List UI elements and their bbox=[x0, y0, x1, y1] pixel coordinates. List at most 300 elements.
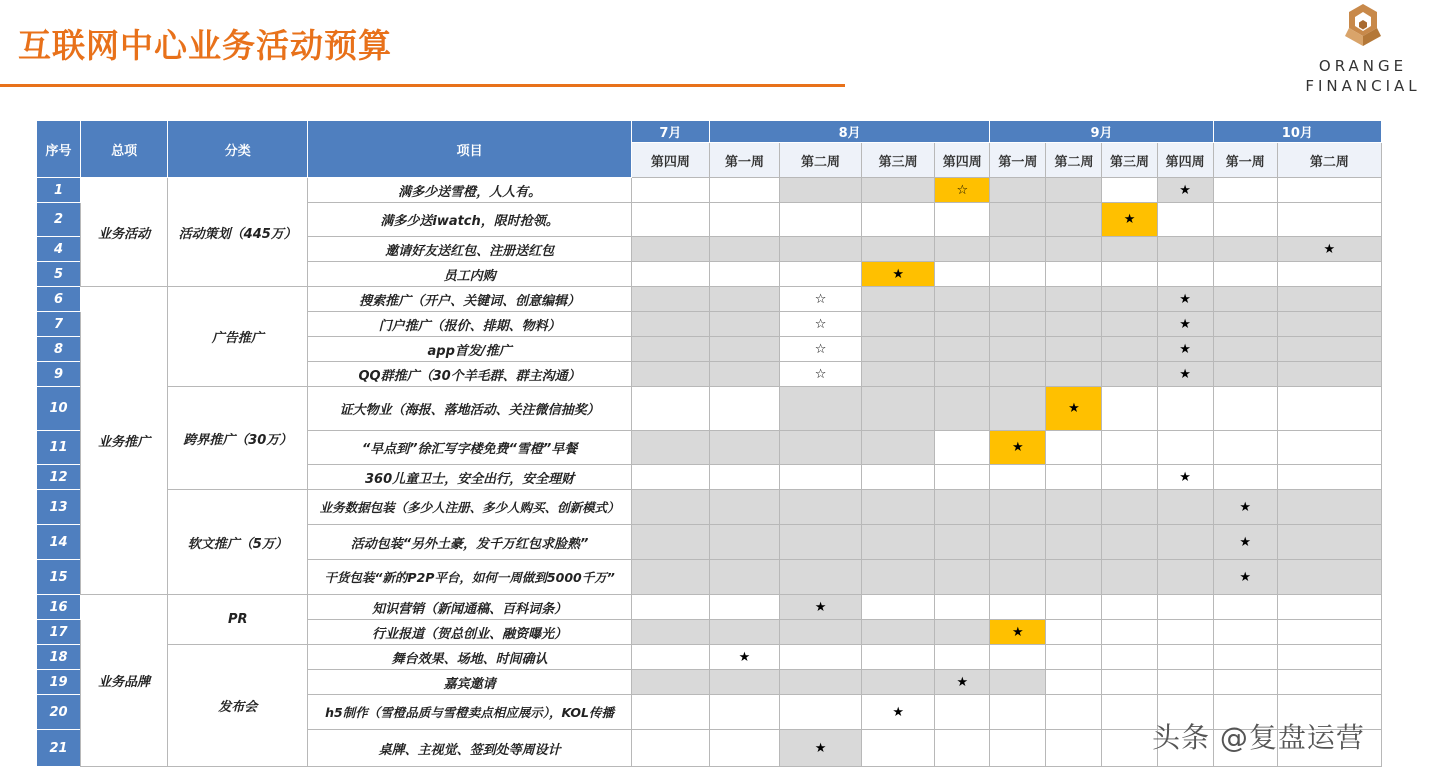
schedule-cell bbox=[709, 237, 779, 262]
item-cell: 员工内购 bbox=[308, 262, 631, 287]
schedule-cell bbox=[935, 362, 990, 387]
schedule-cell bbox=[631, 695, 709, 730]
schedule-cell bbox=[1213, 490, 1277, 525]
row-number: 8 bbox=[37, 337, 81, 362]
schedule-cell bbox=[862, 387, 935, 431]
schedule-cell bbox=[1213, 178, 1277, 203]
schedule-cell bbox=[862, 337, 935, 362]
schedule-cell bbox=[862, 237, 935, 262]
schedule-cell bbox=[862, 645, 935, 670]
schedule-cell bbox=[1277, 362, 1381, 387]
schedule-cell bbox=[1157, 465, 1213, 490]
schedule-cell bbox=[990, 490, 1046, 525]
schedule-cell bbox=[709, 287, 779, 312]
group-cell: 业务推广 bbox=[81, 287, 168, 595]
star-icon: ★ bbox=[1239, 499, 1252, 515]
week-header: 第四周 bbox=[631, 143, 709, 178]
schedule-cell bbox=[990, 620, 1046, 645]
schedule-cell bbox=[990, 312, 1046, 337]
group-cell: 业务品牌 bbox=[81, 595, 168, 767]
schedule-cell bbox=[1157, 595, 1213, 620]
row-number: 10 bbox=[37, 387, 81, 431]
schedule-cell bbox=[709, 730, 779, 767]
schedule-cell bbox=[631, 525, 709, 560]
schedule-cell bbox=[1046, 525, 1102, 560]
schedule-cell bbox=[780, 670, 862, 695]
schedule-cell bbox=[935, 387, 990, 431]
item-cell: 桌牌、主视觉、签到处等周设计 bbox=[308, 730, 631, 767]
schedule-cell bbox=[1157, 560, 1213, 595]
schedule-cell bbox=[709, 560, 779, 595]
schedule-cell bbox=[1157, 490, 1213, 525]
schedule-cell bbox=[1046, 237, 1102, 262]
schedule-cell bbox=[780, 262, 862, 287]
schedule-cell bbox=[1277, 620, 1381, 645]
row-number: 15 bbox=[37, 560, 81, 595]
schedule-cell bbox=[709, 490, 779, 525]
schedule-cell bbox=[1157, 362, 1213, 387]
orange-logo-icon bbox=[1341, 2, 1385, 50]
schedule-cell bbox=[709, 337, 779, 362]
schedule-cell bbox=[631, 362, 709, 387]
schedule-cell bbox=[990, 525, 1046, 560]
schedule-cell bbox=[631, 431, 709, 465]
schedule-cell bbox=[1213, 560, 1277, 595]
schedule-cell bbox=[990, 465, 1046, 490]
schedule-cell bbox=[1277, 431, 1381, 465]
schedule-cell bbox=[1102, 465, 1157, 490]
schedule-cell bbox=[631, 287, 709, 312]
star-icon: ★ bbox=[1239, 569, 1252, 585]
logo-text-line2: FINANCIAL bbox=[1305, 77, 1421, 95]
schedule-cell bbox=[1277, 203, 1381, 237]
schedule-cell bbox=[1046, 595, 1102, 620]
schedule-cell bbox=[1277, 237, 1381, 262]
schedule-cell bbox=[1157, 237, 1213, 262]
schedule-cell bbox=[631, 490, 709, 525]
schedule-cell bbox=[1213, 362, 1277, 387]
star-icon: ★ bbox=[1012, 624, 1024, 640]
schedule-cell bbox=[709, 670, 779, 695]
schedule-cell bbox=[780, 560, 862, 595]
row-number: 17 bbox=[37, 620, 81, 645]
schedule-cell bbox=[1046, 362, 1102, 387]
week-header: 第一周 bbox=[990, 143, 1046, 178]
hollow-star-icon: ☆ bbox=[814, 341, 827, 357]
schedule-cell bbox=[990, 560, 1046, 595]
schedule-cell bbox=[1277, 645, 1381, 670]
schedule-cell bbox=[1277, 490, 1381, 525]
item-cell: h5制作（雪橙品质与雪橙卖点相应展示），KOL传播 bbox=[308, 695, 631, 730]
schedule-cell bbox=[1157, 262, 1213, 287]
schedule-cell bbox=[631, 237, 709, 262]
week-header: 第四周 bbox=[1157, 143, 1213, 178]
schedule-cell bbox=[1102, 730, 1157, 767]
schedule-cell bbox=[1157, 525, 1213, 560]
schedule-cell bbox=[1213, 465, 1277, 490]
item-cell: 舞台效果、场地、时间确认 bbox=[308, 645, 631, 670]
star-icon: ★ bbox=[1179, 182, 1191, 198]
schedule-cell bbox=[1102, 287, 1157, 312]
schedule-cell bbox=[631, 670, 709, 695]
schedule-cell bbox=[780, 337, 862, 362]
item-cell: 行业报道（贺总创业、融资曝光） bbox=[308, 620, 631, 645]
star-icon: ★ bbox=[814, 740, 827, 756]
schedule-cell bbox=[990, 362, 1046, 387]
item-cell: 嘉宾邀请 bbox=[308, 670, 631, 695]
schedule-cell bbox=[1213, 525, 1277, 560]
schedule-cell bbox=[1213, 431, 1277, 465]
schedule-cell bbox=[1046, 730, 1102, 767]
schedule-cell bbox=[709, 431, 779, 465]
schedule-cell bbox=[1277, 595, 1381, 620]
hollow-star-icon: ☆ bbox=[956, 182, 969, 198]
schedule-cell bbox=[1046, 387, 1102, 431]
logo bbox=[1298, 2, 1428, 98]
schedule-cell bbox=[1157, 645, 1213, 670]
schedule-cell bbox=[1046, 431, 1102, 465]
schedule-cell bbox=[935, 695, 990, 730]
category-cell: 软文推广（5万） bbox=[168, 490, 308, 595]
schedule-cell bbox=[935, 525, 990, 560]
row-number: 11 bbox=[37, 431, 81, 465]
schedule-cell bbox=[1102, 178, 1157, 203]
schedule-cell bbox=[1046, 262, 1102, 287]
schedule-cell bbox=[1102, 595, 1157, 620]
header-item: 项目 bbox=[308, 121, 631, 178]
schedule-cell bbox=[990, 262, 1046, 287]
schedule-cell bbox=[631, 730, 709, 767]
week-header: 第一周 bbox=[1213, 143, 1277, 178]
item-cell: 证大物业（海报、落地活动、关注微信抽奖） bbox=[308, 387, 631, 431]
row-number: 14 bbox=[37, 525, 81, 560]
item-cell: 满多少送iwatch，限时抢领。 bbox=[308, 203, 631, 237]
row-number: 18 bbox=[37, 645, 81, 670]
header-no: 序号 bbox=[37, 121, 81, 178]
item-cell: 门户推广（报价、排期、物料） bbox=[308, 312, 631, 337]
schedule-cell bbox=[1157, 178, 1213, 203]
schedule-cell bbox=[990, 695, 1046, 730]
schedule-cell bbox=[1102, 203, 1157, 237]
star-icon: ★ bbox=[892, 704, 904, 720]
page-title: 互联网中心业务活动预算 bbox=[18, 26, 392, 65]
schedule-cell bbox=[780, 525, 862, 560]
schedule-cell bbox=[631, 595, 709, 620]
schedule-cell bbox=[1102, 490, 1157, 525]
schedule-cell bbox=[1102, 525, 1157, 560]
row-number: 5 bbox=[37, 262, 81, 287]
star-icon: ★ bbox=[892, 266, 904, 282]
schedule-cell bbox=[1102, 312, 1157, 337]
schedule-cell bbox=[1102, 645, 1157, 670]
star-icon: ★ bbox=[1239, 534, 1252, 550]
week-header: 第二周 bbox=[780, 143, 862, 178]
category-cell: PR bbox=[168, 595, 308, 645]
schedule-cell bbox=[1213, 670, 1277, 695]
schedule-cell bbox=[935, 645, 990, 670]
schedule-cell bbox=[1213, 337, 1277, 362]
schedule-cell bbox=[1213, 312, 1277, 337]
category-cell: 跨界推广（30万） bbox=[168, 387, 308, 490]
schedule-cell bbox=[1102, 337, 1157, 362]
schedule-cell bbox=[1157, 203, 1213, 237]
star-icon: ★ bbox=[1179, 341, 1191, 357]
schedule-cell bbox=[780, 645, 862, 670]
schedule-cell bbox=[1157, 312, 1213, 337]
schedule-cell bbox=[709, 262, 779, 287]
month-header: 8月 bbox=[709, 121, 989, 143]
schedule-cell bbox=[1102, 670, 1157, 695]
category-cell: 发布会 bbox=[168, 645, 308, 767]
header-category: 分类 bbox=[168, 121, 308, 178]
title-divider bbox=[0, 84, 845, 87]
schedule-cell bbox=[935, 490, 990, 525]
row-number: 21 bbox=[37, 730, 81, 767]
schedule-cell bbox=[1213, 595, 1277, 620]
schedule-cell bbox=[780, 178, 862, 203]
schedule-cell bbox=[780, 490, 862, 525]
schedule-cell bbox=[990, 337, 1046, 362]
month-header: 7月 bbox=[631, 121, 709, 143]
row-number: 7 bbox=[37, 312, 81, 337]
schedule-cell bbox=[709, 525, 779, 560]
schedule-cell bbox=[1102, 431, 1157, 465]
schedule-cell bbox=[1277, 560, 1381, 595]
schedule-cell bbox=[631, 337, 709, 362]
row-number: 12 bbox=[37, 465, 81, 490]
row-number: 20 bbox=[37, 695, 81, 730]
schedule-cell bbox=[1157, 431, 1213, 465]
item-cell: 搜索推广（开户、关键词、创意编辑） bbox=[308, 287, 631, 312]
schedule-cell bbox=[990, 237, 1046, 262]
schedule-cell bbox=[935, 431, 990, 465]
schedule-cell bbox=[1277, 670, 1381, 695]
schedule-cell bbox=[990, 595, 1046, 620]
hollow-star-icon: ☆ bbox=[814, 291, 827, 307]
schedule-cell bbox=[1213, 645, 1277, 670]
schedule-cell bbox=[780, 431, 862, 465]
schedule-cell bbox=[935, 312, 990, 337]
star-icon: ★ bbox=[1323, 241, 1336, 257]
schedule-cell bbox=[1046, 645, 1102, 670]
schedule-cell bbox=[709, 620, 779, 645]
schedule-cell bbox=[862, 312, 935, 337]
schedule-cell bbox=[935, 620, 990, 645]
schedule-cell bbox=[631, 262, 709, 287]
item-cell: 360儿童卫士，安全出行，安全理财 bbox=[308, 465, 631, 490]
schedule-cell bbox=[780, 312, 862, 337]
star-icon: ★ bbox=[1179, 366, 1191, 382]
week-header: 第三周 bbox=[1102, 143, 1157, 178]
schedule-cell bbox=[1046, 620, 1102, 645]
schedule-cell bbox=[1213, 237, 1277, 262]
group-cell: 业务活动 bbox=[81, 178, 168, 287]
schedule-cell bbox=[935, 465, 990, 490]
item-cell: 邀请好友送红包、注册送红包 bbox=[308, 237, 631, 262]
schedule-cell bbox=[709, 178, 779, 203]
star-icon: ★ bbox=[1068, 401, 1080, 416]
schedule-cell bbox=[935, 595, 990, 620]
schedule-cell bbox=[709, 595, 779, 620]
schedule-cell bbox=[935, 237, 990, 262]
schedule-cell bbox=[780, 595, 862, 620]
table-row bbox=[37, 287, 1382, 312]
schedule-cell bbox=[862, 287, 935, 312]
item-cell: QQ群推广（30个羊毛群、群主沟通） bbox=[308, 362, 631, 387]
star-icon: ★ bbox=[1012, 440, 1024, 455]
star-icon: ★ bbox=[814, 599, 827, 615]
star-icon: ★ bbox=[738, 649, 751, 665]
item-cell: 活动包装“另外土豪，发千万红包求脸熟” bbox=[308, 525, 631, 560]
schedule-cell bbox=[935, 203, 990, 237]
budget-schedule-table bbox=[36, 120, 1382, 767]
schedule-cell bbox=[990, 670, 1046, 695]
week-header: 第二周 bbox=[1277, 143, 1381, 178]
item-cell: 知识营销（新闻通稿、百科词条） bbox=[308, 595, 631, 620]
schedule-cell bbox=[631, 465, 709, 490]
schedule-cell bbox=[631, 178, 709, 203]
schedule-cell bbox=[1046, 287, 1102, 312]
schedule-cell bbox=[1046, 178, 1102, 203]
schedule-cell bbox=[862, 490, 935, 525]
schedule-cell bbox=[990, 178, 1046, 203]
schedule-cell bbox=[780, 620, 862, 645]
week-header: 第三周 bbox=[862, 143, 935, 178]
schedule-cell bbox=[709, 465, 779, 490]
schedule-cell bbox=[862, 362, 935, 387]
schedule-cell bbox=[1046, 203, 1102, 237]
schedule-cell bbox=[1102, 362, 1157, 387]
hollow-star-icon: ☆ bbox=[814, 366, 827, 382]
row-number: 19 bbox=[37, 670, 81, 695]
row-number: 4 bbox=[37, 237, 81, 262]
schedule-cell bbox=[1046, 560, 1102, 595]
schedule-cell bbox=[709, 695, 779, 730]
row-number: 9 bbox=[37, 362, 81, 387]
table-row bbox=[37, 490, 1382, 525]
schedule-cell bbox=[862, 262, 935, 287]
schedule-cell bbox=[709, 645, 779, 670]
schedule-cell bbox=[1102, 620, 1157, 645]
schedule-cell bbox=[631, 203, 709, 237]
item-cell: 满多少送雪橙，人人有。 bbox=[308, 178, 631, 203]
table-row bbox=[37, 178, 1382, 203]
row-number: 16 bbox=[37, 595, 81, 620]
star-icon: ★ bbox=[1179, 316, 1191, 332]
category-cell: 活动策划（445万） bbox=[168, 178, 308, 287]
schedule-cell bbox=[1157, 670, 1213, 695]
star-icon: ★ bbox=[956, 674, 969, 690]
category-cell: 广告推广 bbox=[168, 287, 308, 387]
schedule-cell bbox=[1157, 337, 1213, 362]
schedule-cell bbox=[862, 695, 935, 730]
logo-text-line1: ORANGE bbox=[1318, 57, 1408, 75]
schedule-cell bbox=[1046, 670, 1102, 695]
schedule-cell bbox=[990, 287, 1046, 312]
week-header: 第一周 bbox=[709, 143, 779, 178]
item-cell: 干货包装“新的P2P平台，如何一周做到5000千万” bbox=[308, 560, 631, 595]
schedule-cell bbox=[709, 362, 779, 387]
schedule-cell bbox=[935, 262, 990, 287]
schedule-cell bbox=[1277, 525, 1381, 560]
schedule-cell bbox=[1277, 387, 1381, 431]
schedule-cell bbox=[1046, 337, 1102, 362]
schedule-cell bbox=[862, 465, 935, 490]
schedule-cell bbox=[1277, 465, 1381, 490]
schedule-cell bbox=[862, 730, 935, 767]
schedule-cell bbox=[1277, 287, 1381, 312]
schedule-cell bbox=[1277, 337, 1381, 362]
schedule-cell bbox=[631, 387, 709, 431]
schedule-cell bbox=[935, 178, 990, 203]
schedule-cell bbox=[709, 203, 779, 237]
schedule-cell bbox=[1102, 695, 1157, 730]
schedule-cell bbox=[1046, 490, 1102, 525]
month-header: 9月 bbox=[990, 121, 1213, 143]
schedule-cell bbox=[1277, 262, 1381, 287]
schedule-cell bbox=[990, 431, 1046, 465]
week-header: 第二周 bbox=[1046, 143, 1102, 178]
star-icon: ★ bbox=[1179, 291, 1191, 307]
watermark: 头条 @复盘运营 bbox=[1152, 721, 1365, 754]
schedule-cell bbox=[1102, 262, 1157, 287]
schedule-cell bbox=[1213, 620, 1277, 645]
schedule-cell bbox=[862, 560, 935, 595]
schedule-cell bbox=[1213, 203, 1277, 237]
schedule-cell bbox=[631, 620, 709, 645]
schedule-cell bbox=[1157, 620, 1213, 645]
schedule-cell bbox=[780, 362, 862, 387]
schedule-cell bbox=[780, 730, 862, 767]
schedule-cell bbox=[1102, 387, 1157, 431]
schedule-cell bbox=[935, 730, 990, 767]
schedule-cell bbox=[935, 337, 990, 362]
schedule-cell bbox=[780, 237, 862, 262]
schedule-cell bbox=[935, 287, 990, 312]
schedule-cell bbox=[780, 465, 862, 490]
schedule-cell bbox=[1213, 387, 1277, 431]
schedule-cell bbox=[990, 387, 1046, 431]
item-cell: app首发/推广 bbox=[308, 337, 631, 362]
schedule-cell bbox=[631, 645, 709, 670]
schedule-cell bbox=[1102, 560, 1157, 595]
schedule-cell bbox=[1277, 312, 1381, 337]
schedule-cell bbox=[990, 645, 1046, 670]
schedule-cell bbox=[990, 730, 1046, 767]
row-number: 1 bbox=[37, 178, 81, 203]
table-row bbox=[37, 387, 1382, 431]
schedule-cell bbox=[1277, 178, 1381, 203]
hollow-star-icon: ☆ bbox=[814, 316, 827, 332]
schedule-cell bbox=[862, 203, 935, 237]
schedule-cell bbox=[935, 560, 990, 595]
schedule-cell bbox=[1046, 465, 1102, 490]
schedule-cell bbox=[1157, 287, 1213, 312]
schedule-cell bbox=[862, 595, 935, 620]
month-header: 10月 bbox=[1213, 121, 1381, 143]
star-icon: ★ bbox=[1123, 212, 1136, 227]
schedule-cell bbox=[862, 178, 935, 203]
schedule-cell bbox=[862, 525, 935, 560]
schedule-cell bbox=[780, 287, 862, 312]
item-cell: “早点到”徐汇写字楼免费“雪橙”早餐 bbox=[308, 431, 631, 465]
schedule-cell bbox=[709, 387, 779, 431]
row-number: 2 bbox=[37, 203, 81, 237]
schedule-cell bbox=[631, 312, 709, 337]
table-row bbox=[37, 645, 1382, 670]
schedule-cell bbox=[780, 387, 862, 431]
star-icon: ★ bbox=[1179, 469, 1191, 485]
